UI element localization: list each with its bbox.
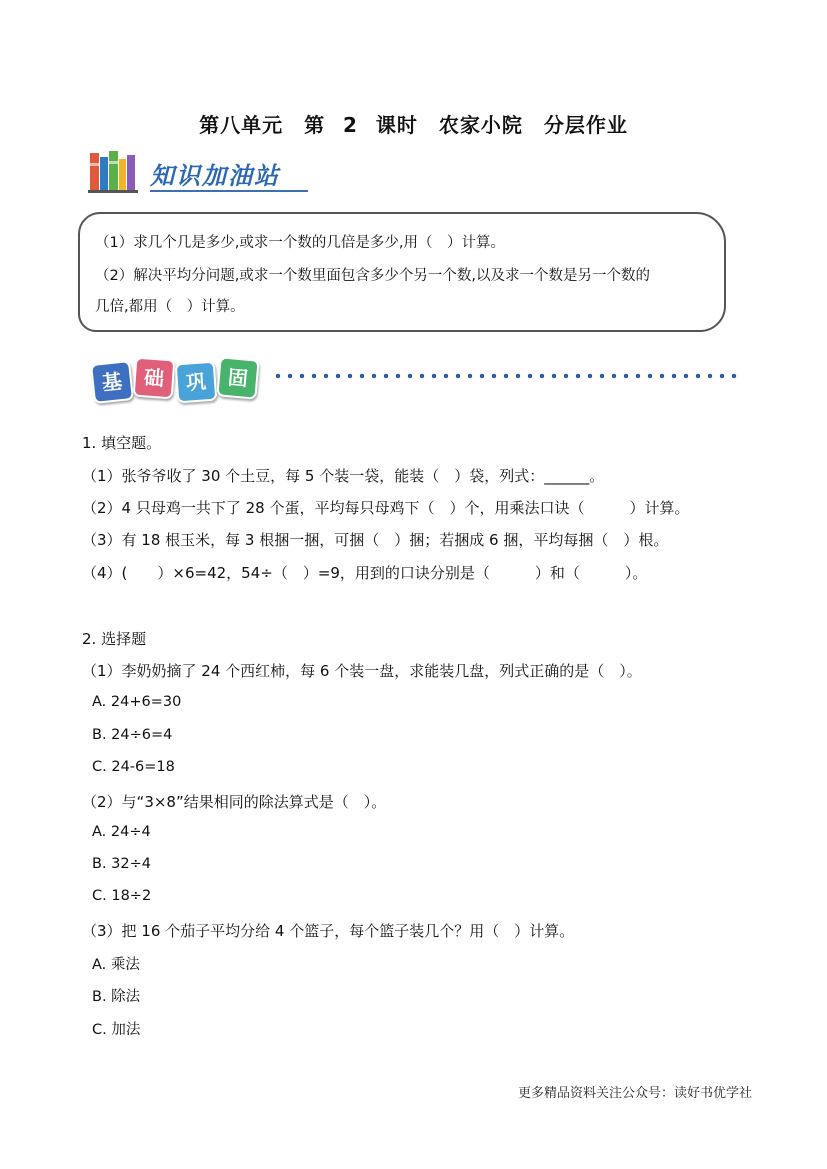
q1-line-2: （2）4 只母鸡一共下了 28 个蛋，平均每只母鸡下（ ）个，用乘法口诀（ ）计算。: [82, 499, 690, 517]
q1-line-4: （4）( ）×6=42，54÷（ ）=9，用到的口诀分别是（ ）和（ ）。: [82, 564, 648, 582]
q2-1-stem: （1）李奶奶摘了 24 个西红柿，每 6 个装一盘，求能装几盘，列式正确的是（ ）。: [82, 662, 642, 680]
q2-2-option-a: A. 24÷4: [92, 824, 151, 840]
q2-2-option-c: C. 18÷2: [92, 888, 152, 904]
banner-tile-4: 固: [216, 356, 259, 399]
q2-3-option-c: C. 加法: [92, 1022, 141, 1038]
footer-note: 更多精品资料关注公众号：读好书优学社: [517, 1086, 752, 1101]
q1-line-3: （3）有 18 根玉米，每 3 根捆一捆，可捆（ ）捆；若捆成 6 捆，平均每捆（ ）根。: [82, 531, 669, 549]
knowledge-item-1: （1）求几个几是多少,或求一个数的几倍是多少,用（ ）计算。: [95, 235, 505, 251]
banner-tile-3: 巩: [175, 361, 218, 404]
q1-line-1: （1）张爷爷收了 30 个土豆，每 5 个装一袋，能装（ ）袋，列式：______。: [82, 467, 605, 485]
banner-underline: [150, 190, 308, 192]
q2-3-option-b: B. 除法: [92, 989, 141, 1005]
banner-tile-1: 基: [90, 360, 134, 404]
q2-heading: 2. 选择题: [82, 630, 147, 648]
knowledge-item-2: （2）解决平均分问题,或求一个数里面包含多少个另一个数,以及求一个数是另一个数的: [95, 268, 650, 284]
q2-1-option-a: A. 24+6=30: [92, 694, 182, 710]
knowledge-item-3: 几倍,都用（ ）计算。: [95, 299, 245, 315]
knowledge-banner-title: 知识加油站: [150, 162, 280, 190]
q2-2-stem: （2）与“3×8”结果相同的除法算式是（ ）。: [82, 793, 387, 811]
q2-1-option-c: C. 24-6=18: [92, 759, 175, 775]
q2-1-option-b: B. 24÷6=4: [92, 727, 173, 743]
dotted-divider: [272, 371, 742, 381]
q2-3-option-a: A. 乘法: [92, 957, 140, 973]
q2-2-option-b: B. 32÷4: [92, 856, 151, 872]
banner-tile-2: 础: [133, 357, 176, 400]
books-icon: [88, 149, 148, 195]
basics-banner: [88, 354, 268, 408]
q2-3-stem: （3）把 16 个茄子平均分给 4 个篮子，每个篮子装几个？用（ ）计算。: [82, 922, 575, 940]
q1-heading: 1. 填空题。: [82, 434, 162, 452]
page-title: 第八单元 第 2 课时 农家小院 分层作业: [199, 113, 628, 137]
